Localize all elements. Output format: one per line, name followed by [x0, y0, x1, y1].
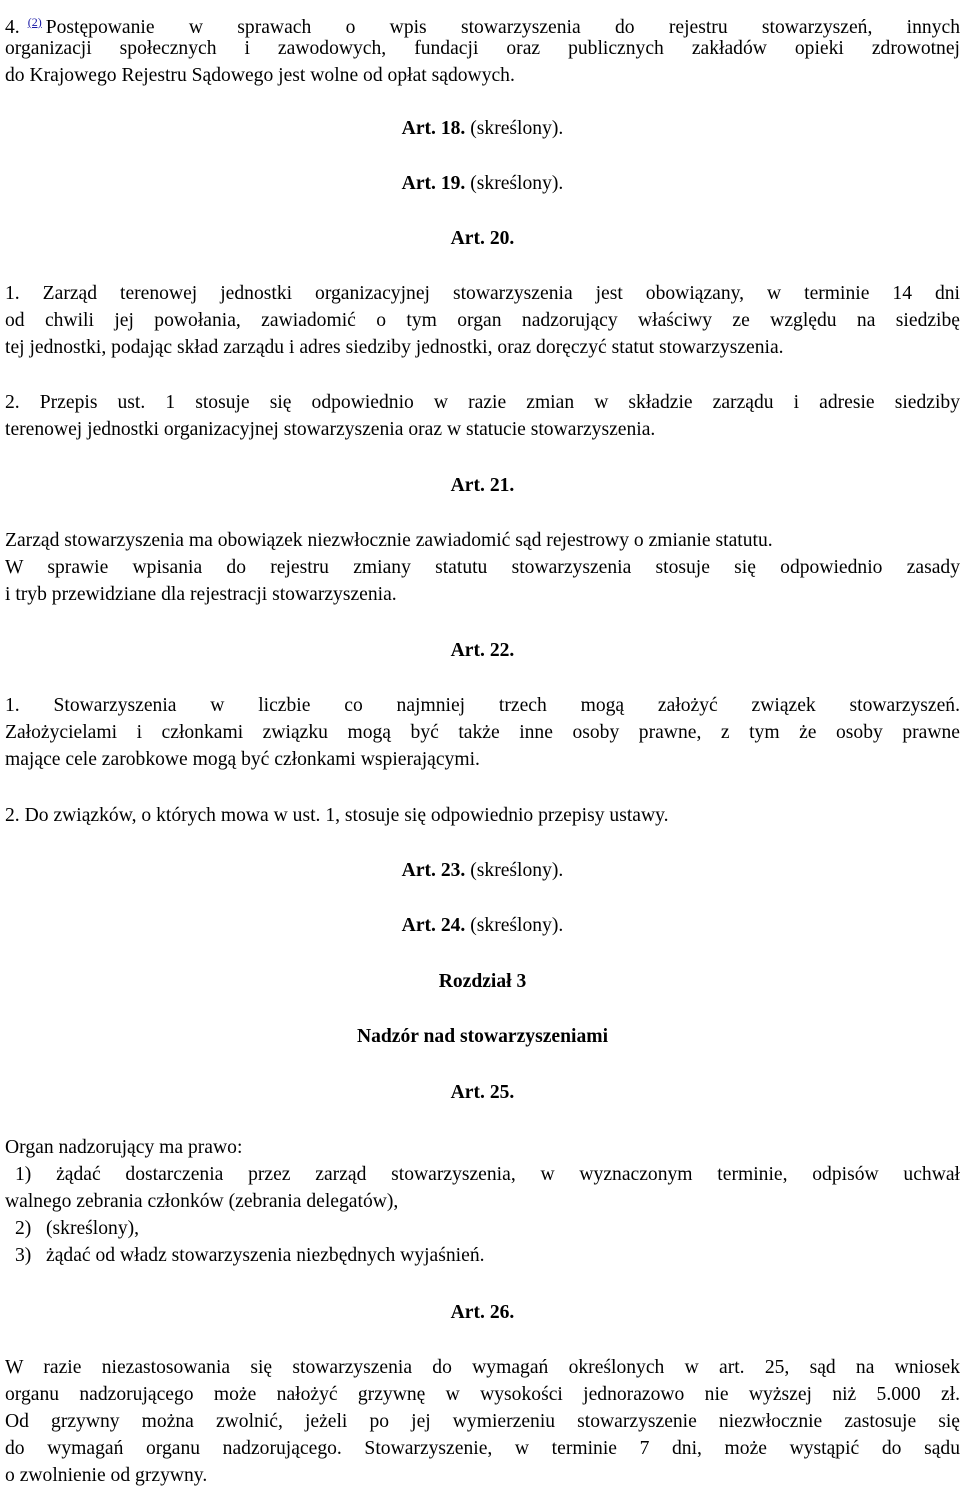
art26-heading: Art. 26.	[450, 1302, 515, 1323]
art25-intro: Organ nadzorujący ma prawo:	[5, 1137, 243, 1158]
art25-item-3: 3) żądać od władz stowarzyszenia niezbędnych wyjaśnień.	[15, 1245, 485, 1266]
art23-heading	[5, 858, 960, 884]
art20-p1-line-1: 1. Zarząd terenowej jednostki organizacyjnej stowarzyszenia jest obowiązany, w terminie 14 dni	[5, 283, 960, 304]
art26-line-2: organu nadzorującego może nałożyć grzywnę w wysokości jednorazowo nie wyższej niż 5.000 zł.	[5, 1384, 960, 1405]
art19-label: Art. 19.	[401, 173, 466, 194]
art21-heading: Art. 21.	[450, 475, 515, 496]
art25-item-2: 2) (skreślony),	[15, 1218, 140, 1239]
art25-heading: Art. 25.	[450, 1082, 515, 1103]
art23-label: Art. 23.	[401, 860, 466, 881]
p4-line-3: do Krajowego Rejestru Sądowego jest wolne od opłat sądowych.	[5, 65, 515, 86]
art23-note: (skreślony).	[470, 860, 564, 881]
art22-heading: Art. 22.	[450, 640, 515, 661]
art25-item-1-line-1: 1) żądać dostarczenia przez zarząd stowarzyszenia, w wyznaczonym terminie, odpisów uchwał	[15, 1164, 960, 1185]
art19-heading	[5, 171, 960, 197]
art22-p1-line-2: Założycielami i członkami związku mogą być także inne osoby prawne, z tym że osoby prawne	[5, 722, 960, 743]
art24-heading	[5, 913, 960, 939]
art18-note: (skreślony).	[470, 118, 564, 139]
art22-p2: 2. Do związków, o których mowa w ust. 1, stosuje się odpowiednio przepisy ustawy.	[5, 805, 669, 826]
art21-line-1: Zarząd stowarzyszenia ma obowiązek niezwłocznie zawiadomić sąd rejestrowy o zmianie statutu.	[5, 530, 773, 551]
chapter-subtitle: Nadzór nad stowarzyszeniami	[356, 1026, 609, 1047]
footnote-link[interactable]: (2)	[27, 15, 42, 29]
art26-line-1: W razie niezastosowania się stowarzyszenia do wymagań określonych w art. 25, sąd na wniosek	[5, 1357, 960, 1378]
art22-p1-line-1: 1. Stowarzyszenia w liczbie co najmniej trzech mogą założyć związek stowarzyszeń.	[5, 695, 960, 716]
art26-line-3: Od grzywny można zwolnić, jeżeli po jej wymierzeniu stowarzyszenie niezwłocznie zastosuje się	[5, 1411, 960, 1432]
art20-p2-line-2: terenowej jednostki organizacyjnej stowarzyszenia oraz w statucie stowarzyszenia.	[5, 419, 656, 440]
art20-p1-line-2: od chwili jej powołania, zawiadomić o tym organ nadzorujący właściwy ze względu na siedzibę	[5, 310, 960, 331]
p4-number: 4.	[5, 17, 20, 38]
art20-p1-line-3: tej jednostki, podając skład zarządu i adres siedziby jednostki, oraz doręczyć statut stowarzyszenia.	[5, 337, 784, 358]
art18-label: Art. 18.	[401, 118, 466, 139]
art20-heading: Art. 20.	[450, 228, 515, 249]
art21-line-2: W sprawie wpisania do rejestru zmiany statutu stowarzyszenia stosuje się odpowiednio zasady	[5, 557, 960, 578]
art24-note: (skreślony).	[470, 915, 564, 936]
art26-line-4: do wymagań organu nadzorującego. Stowarzyszenie, w terminie 7 dni, może wystąpić do sądu	[5, 1438, 960, 1459]
art19-note: (skreślony).	[470, 173, 564, 194]
chapter-title: Rozdział 3	[438, 971, 527, 992]
art18-heading	[5, 116, 960, 142]
p4-text-1: Postępowanie w sprawach o wpis stowarzyszenia do rejestru stowarzyszeń, innych	[45, 17, 960, 38]
art22-p1-line-3: mające cele zarobkowe mogą być członkami wspierającymi.	[5, 749, 480, 770]
art21-line-3: i tryb przewidziane dla rejestracji stowarzyszenia.	[5, 584, 397, 605]
art24-label: Art. 24.	[401, 915, 466, 936]
p4-line-2: organizacji społecznych i zawodowych, fundacji oraz publicznych zakładów opieki zdrowotnej	[5, 38, 960, 59]
art20-p2-line-1: 2. Przepis ust. 1 stosuje się odpowiednio w razie zmian w składzie zarządu i adresie siedziby	[5, 392, 960, 413]
art26-line-5: o zwolnienie od grzywny.	[5, 1465, 208, 1486]
art25-item-1-line-2: walnego zebrania członków (zebrania delegatów),	[5, 1191, 399, 1212]
